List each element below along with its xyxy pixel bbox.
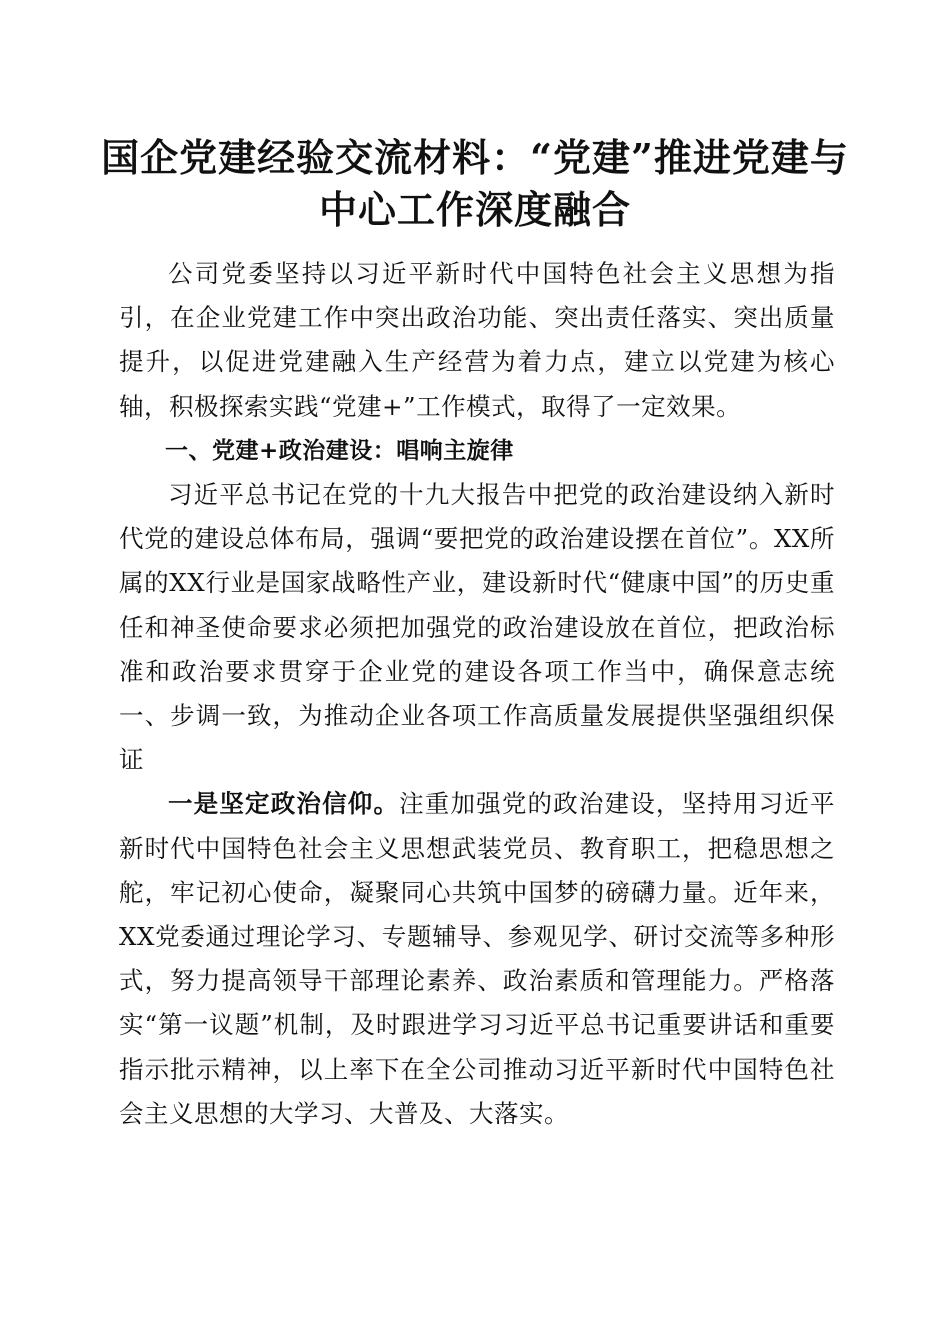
title-line-1: 国企党建经验交流材料：“党建”推进党建与 <box>101 135 849 180</box>
intro-paragraph: 公司党委坚持以习近平新时代中国特色社会主义思想为指引，在企业党建工作中突出政治功能、突出责任落实、突出质量提升，以促进党建融入生产经营为着力点，建立以党建为核心轴，积极探索实践“党建+”工作模式，取得了一定效果。 <box>119 259 835 421</box>
point-1-lead: 一是坚定政治信仰。 <box>168 789 400 819</box>
document-title <box>100 132 850 236</box>
point-1-text: 注重加强党的政治建设，坚持用习近平新时代中国特色社会主义思想武装党员、教育职工，把稳思想之舵，牢记初心使命，凝聚同心共筑中国梦的磅礴力量。近年来，XX党委通过理论学习、专题辅导、参观见学、研讨交流等多种形式，努力提高领导干部理论素养、政治素质和管理能力。严格落实“第一议题”机制，及时跟进学习习近平总书记重要讲话和重要指示批示精神，以上率下在全公司推动习近平新时代中国特色社会主义思想的大学习、大普及、大落实。 <box>119 789 836 1128</box>
section-1-point-1 <box>119 782 835 1136</box>
section-1-heading: 一、党建+政治建设：唱响主旋律 <box>165 437 514 464</box>
title-line-2: 中心工作深度融合 <box>318 187 631 232</box>
document-body <box>119 252 835 1136</box>
section-1-paragraph: 习近平总书记在党的十九大报告中把党的政治建设纳入新时代党的建设总体布局，强调“要把党的政治建设摆在首位”。XX所属的XX行业是国家战略性产业，建设新时代“健康中国”的历史重任和神圣使命要求必须把加强党的政治建设放在首位，把政治标准和政治要求贯穿于企业党的建设各项工作当中，确保意志统一、步调一致，为推动企业各项工作高质量发展提供坚强组织保证 <box>119 480 835 775</box>
